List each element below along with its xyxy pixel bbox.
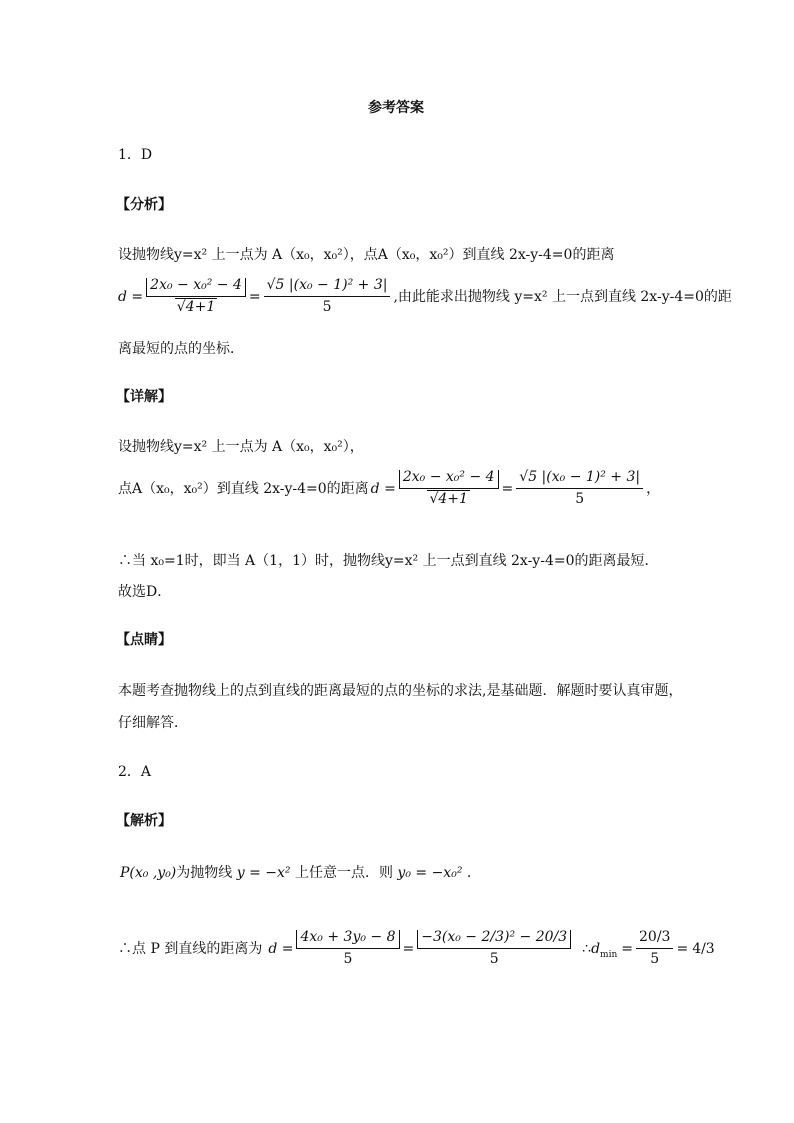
q2-equals-sign-3: =: [676, 940, 689, 957]
q2-analysis-heading: 【解析】: [116, 813, 172, 829]
q2-denominator-1: 5: [343, 951, 353, 968]
q2-result-numerator: 20/3: [636, 930, 673, 949]
q1-detail-line3: ∴当 x₀=1时，即当 A（1，1）时，抛物线y=x² 上一点到直线 2x-y-4=0的距离最短．: [118, 553, 659, 569]
distance-fraction-1: [146, 278, 246, 316]
q2-point-p: P(x₀ ,y₀): [120, 865, 177, 881]
distance-numerator-2: √5 |(x₀ − 1)² + 3|: [264, 278, 391, 297]
q2-formula-d: d =: [268, 940, 294, 957]
q1-comment-heading: 【点睛】: [116, 632, 172, 648]
detail-equals-sign: =: [501, 480, 514, 497]
q2-dmin: [591, 940, 618, 960]
q2-denominator-2: 5: [489, 951, 499, 968]
q1-detail-formula-row: [118, 470, 660, 508]
q1-detail-line4: 故选D．: [118, 584, 172, 600]
q2-answer: 2．A: [118, 764, 152, 780]
q2-result-denominator: 5: [650, 951, 660, 968]
q1-comment-line2: 仔细解答．: [118, 715, 188, 731]
q2-equals-sign: =: [402, 940, 415, 957]
detail-numerator-1: 2x₀ − x₀² − 4: [399, 470, 499, 489]
q2-line2-prefix: ∴点 P 到直线的距离为: [118, 940, 263, 957]
detail-line2-suffix: ，: [646, 480, 661, 497]
q2-parabola-eq: y = −x²: [236, 865, 291, 881]
distance-formula-d: d =: [118, 288, 144, 305]
distance-fraction-2: [264, 278, 391, 316]
analysis-formula-tail: ,由此能求出抛物线 y=x² 上一点到直线 2x-y-4=0的距: [393, 288, 732, 305]
q2-line2: [118, 930, 715, 968]
detail-fraction-1: [399, 470, 499, 508]
page-title: 参考答案: [368, 100, 424, 116]
q2-numerator-1: 4x₀ + 3y₀ − 8: [296, 930, 399, 949]
q1-comment-line1: 本题考查抛物线上的点到直线的距离最短的点的坐标的求法,是基础题．解题时要认真审题，: [118, 683, 683, 699]
q2-fraction-1: [296, 930, 399, 968]
q1-detail-line1: 设抛物线y=x² 上一点为 A（x₀，x₀²），: [118, 439, 364, 455]
detail-line2-prefix: 点A（x₀，x₀²）到直线 2x-y-4=0的距离: [118, 480, 369, 497]
q1-analysis-line3: 离最短的点的坐标．: [118, 341, 244, 357]
detail-numerator-2: √5 |(x₀ − 1)² + 3|: [516, 470, 643, 489]
detail-formula-d: d =: [370, 480, 396, 497]
q2-numerator-2: −3(x₀ − 2/3)² − 20/3: [417, 930, 571, 949]
detail-denominator-1: [427, 489, 469, 507]
q2-result-fraction: [636, 930, 673, 968]
detail-fraction-2: [516, 470, 643, 508]
q2-fraction-2: [417, 930, 571, 968]
distance-denominator-2: 5: [322, 299, 332, 316]
q2-line1-text: 上任意一点．则: [294, 865, 393, 881]
equals-sign: =: [248, 288, 261, 305]
q2-line1-mid: 为抛物线: [176, 865, 233, 881]
detail-denominator-2: 5: [575, 491, 585, 508]
detail-sqrt-expression: √4+1: [429, 491, 468, 508]
sqrt-expression: √4+1: [176, 299, 216, 316]
q1-analysis-line1: 设抛物线y=x² 上一点为 A（x₀，x₀²），点A（x₀，x₀²）到直线 2x-y-4=0的距离: [118, 247, 615, 263]
q2-equals-sign-2: =: [621, 940, 633, 957]
q2-dmin-subscript: min: [600, 949, 618, 960]
q1-analysis-formula-row: [118, 278, 732, 316]
q1-answer: 1．D: [118, 147, 153, 163]
q2-dmin-symbol: d: [591, 940, 601, 957]
q2-y0-eq: y₀ = −x₀² .: [397, 865, 472, 881]
distance-numerator-1: 2x₀ − x₀² − 4: [146, 278, 246, 297]
q2-line1: [120, 866, 471, 880]
q1-detail-heading: 【详解】: [116, 389, 172, 405]
q2-final-value: 4/3: [692, 940, 715, 957]
q1-analysis-heading: 【分析】: [116, 197, 172, 213]
distance-denominator-1: [175, 297, 217, 315]
q2-therefore: ∴: [582, 940, 592, 957]
